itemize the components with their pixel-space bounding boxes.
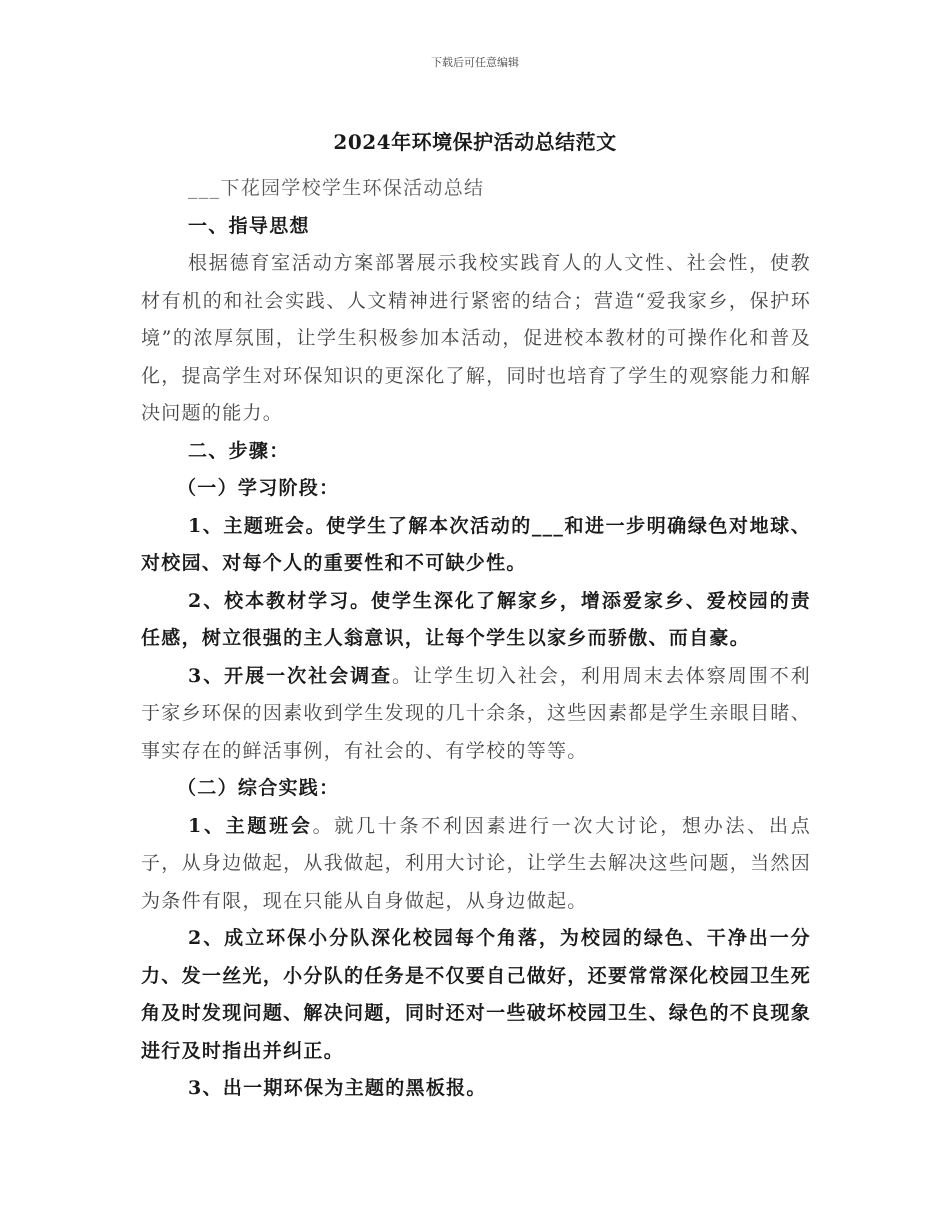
stage-1-item-3-lead: 3、开展一次社会调查: [188, 664, 393, 687]
section-1-paragraph: 根据德育室活动方案部署展示我校实践育人的人文性、社会性，使教材有机的和社会实践、人文精神进行紧密的结合；营造“爱我家乡，保护环境”的浓厚氛围，让学生积极参加本活动，促进校本教材的可操作化和普及化，提高学生对环保知识的更深化了解，同时也培育了学生的观察能力和解决问题的能力。: [141, 252, 811, 424]
document-body: [141, 170, 811, 1108]
stage-2-item-2: 2、成立环保小分队深化校园每个角落，为校园的绿色、干净出一分力、发一丝光，小分队的任务是不仅要自己做好，还要常常深化校园卫生死角及时发现问题、解决问题，同时还对一些破坏校园卫生、绿色的不良现象进行及时指出并纠正。: [141, 927, 811, 1062]
section-1-heading: 一、指导思想: [188, 214, 310, 237]
subtitle: ___下花园学校学生环保活动总结: [188, 177, 485, 199]
document-title: 2024年环境保护活动总结范文: [333, 130, 617, 154]
stage-2-item-1-lead: 1、主题班会: [188, 814, 313, 837]
stage-2-item-1-text: 。就几十条不利因素进行一次大讨论，想办法、出点子，从身边做起，从我做起，利用大讨论，让学生去解决这些问题，当然因为条件有限，现在只能从自身做起，从身边做起。: [141, 814, 811, 912]
stage-2-item-1: [141, 808, 811, 921]
page-header: 下载后可任意编辑: [431, 56, 519, 69]
stage-2-heading: （二）综合实践：: [177, 777, 340, 799]
section-2-heading: 二、步骤：: [188, 439, 290, 462]
stage-1-item-3-text: 。让学生切入社会，利用周末去体察周围不利于家乡环保的因素收到学生发现的几十余条，这些因素都是学生亲眼目睹、事实存在的鲜活事例，有社会的、有学校的等等。: [141, 664, 811, 762]
stage-1-item-1: 1、主题班会。使学生了解本次活动的___和进一步明确绿色对地球、对校园、对每个人的重要性和不可缺少性。: [141, 514, 811, 574]
stage-1-heading: （一）学习阶段：: [177, 477, 340, 499]
stage-2-item-3: 3、出一期环保为主题的黑板报。: [188, 1077, 487, 1099]
stage-1-item-2: 2、校本教材学习。使学生深化了解家乡，增添爱家乡、爱校园的责任感，树立很强的主人翁意识，让每个学生以家乡而骄傲、而自豪。: [141, 589, 811, 649]
stage-1-item-3: [141, 658, 811, 771]
